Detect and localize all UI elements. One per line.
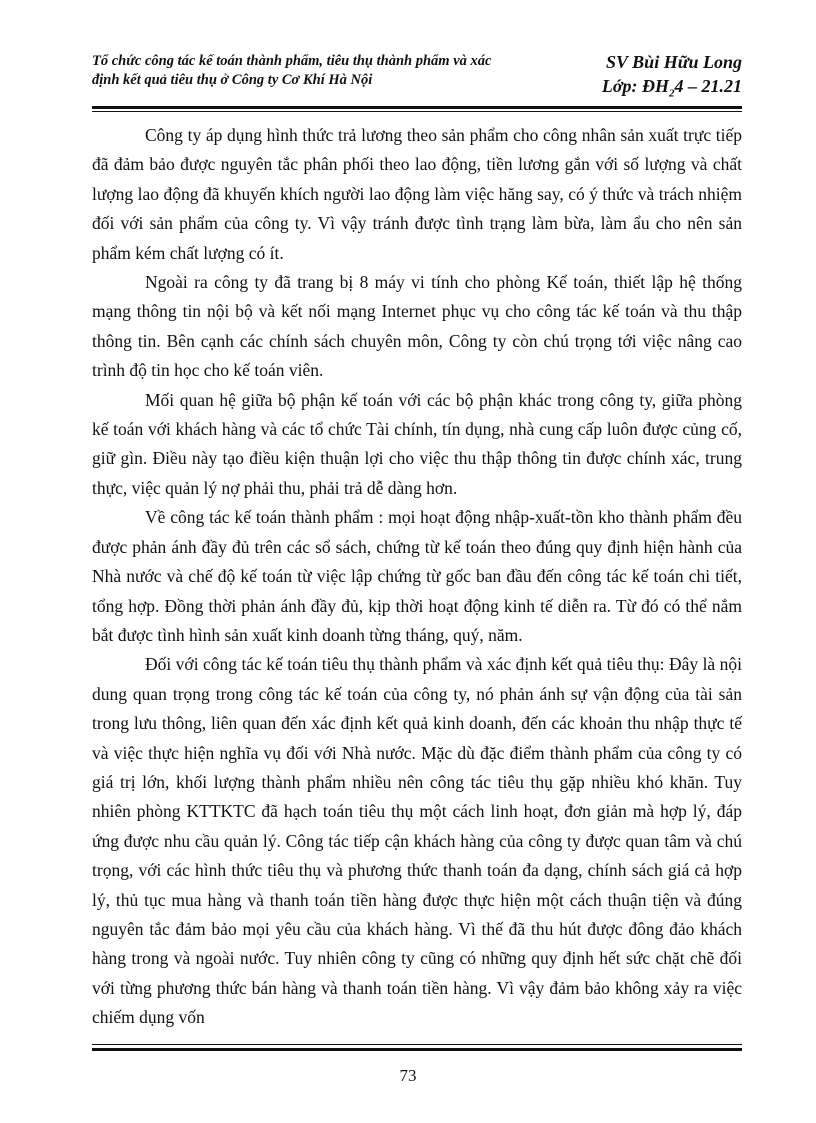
author-info <box>602 50 742 98</box>
class-code-subscript: 2 <box>669 87 675 100</box>
document-title <box>92 52 562 90</box>
header-rule-thick <box>92 106 742 109</box>
footer-rule-thick <box>92 1048 742 1051</box>
class-code-suffix: 4 – 21.21 <box>674 76 742 96</box>
student-name: SV Bùi Hữu Long <box>605 52 742 72</box>
paragraph-4: Về công tác kế toán thành phẩm : mọi hoạt động nhập-xuất-tồn kho thành phẩm đều được phản ánh đầy đủ trên các sổ sách, chứng từ kế toán theo đúng quy định hiện hành của Nhà nước và chế độ kế toán từ việc lập chứng từ gốc ban đầu đến công tác kế toán chi tiết, tổng hợp. Đồng thời phản ánh đầy đủ, kịp thời hoạt động kinh tế diễn ra. Từ đó có thể nắm bắt được tình hình sản xuất kinh doanh từng tháng, quý, năm. <box>92 507 742 645</box>
paragraph-2: Ngoài ra công ty đã trang bị 8 máy vi tính cho phòng Kế toán, thiết lập hệ thống mạng thông tin nội bộ và kết nối mạng Internet phục vụ cho công tác kế toán và thu thập thông tin. Bên cạnh các chính sách chuyên môn, Công ty còn chú trọng tới việc nâng cao trình độ tin học cho kế toán viên. <box>92 272 742 381</box>
body-text <box>92 121 742 1033</box>
footer-rule-thin <box>92 1044 742 1045</box>
class-code-prefix: Lớp: ĐH <box>601 76 669 96</box>
document-title-line-1: Tổ chức công tác kế toán thành phẩm, tiêu thụ thành phẩm và xác <box>92 53 492 69</box>
page-header <box>92 50 742 106</box>
paragraph-1: Công ty áp dụng hình thức trả lương theo sản phẩm cho công nhân sản xuất trực tiếp đã đảm bảo được nguyên tắc phân phối theo lao động, tiền lương gắn với số lượng và chất lượng lao động đã khuyến khích người lao động làm việc hăng say, có ý thức và trách nhiệm đối với sản phẩm của công ty. Vì vậy tránh được tình trạng làm bừa, làm ẩu cho nên sản phẩm kém chất lượng có ít. <box>92 125 742 263</box>
header-rule-thin <box>92 111 742 112</box>
page-number: 73 <box>399 1066 417 1085</box>
paragraph-3: Mối quan hệ giữa bộ phận kế toán với các bộ phận khác trong công ty, giữa phòng kế toán với khách hàng và các tổ chức Tài chính, tín dụng, nhà cung cấp luôn được củng cố, giữ gìn. Điều này tạo điều kiện thuận lợi cho việc thu thập thông tin được chính xác, trung thực, việc quản lý nợ phải thu, phải trả dễ dàng hơn. <box>92 389 742 498</box>
class-code <box>602 74 742 98</box>
paragraph-5: Đối với công tác kế toán tiêu thụ thành phẩm và xác định kết quả tiêu thụ: Đây là nội dung quan trọng trong công tác kế toán của công ty, nó phản ánh sự vận động của tài sản trong lưu thông, liên quan đến xác định kết quả kinh doanh, đến các khoản thu nhập thực tế và việc thực hiện nghĩa vụ đối với Nhà nước. Mặc dù đặc điểm thành phẩm của công ty có giá trị lớn, khối lượng thành phẩm nhiều nên công tác tiêu thụ gặp nhiều khó khăn. Tuy nhiên phòng KTTKTC đã hạch toán tiêu thụ một cách linh hoạt, đơn giản mà hợp lý, đáp ứng được nhu cầu quản lý. Công tác tiếp cận khách hàng của công ty được quan tâm và chú trọng, với các hình thức tiêu thụ và phương thức thanh toán đa dạng, chính sách giá cả hợp lý, thủ tục mua hàng và thanh toán tiền hàng được thực hiện một cách thuận tiện và đúng nguyên tắc đảm bảo mọi yêu cầu của khách hàng. Vì thế đã thu hút được đông đảo khách hàng trong và ngoài nước. Tuy nhiên công ty cũng có những quy định hết sức chặt chẽ đối với từng phương thức bán hàng và thanh toán tiền hàng. Vì vậy đảm bảo không xảy ra việc chiếm dụng vốn <box>92 654 742 1028</box>
document-title-line-2: định kết quả tiêu thụ ở Công ty Cơ Khí Hà Nội <box>92 72 373 88</box>
